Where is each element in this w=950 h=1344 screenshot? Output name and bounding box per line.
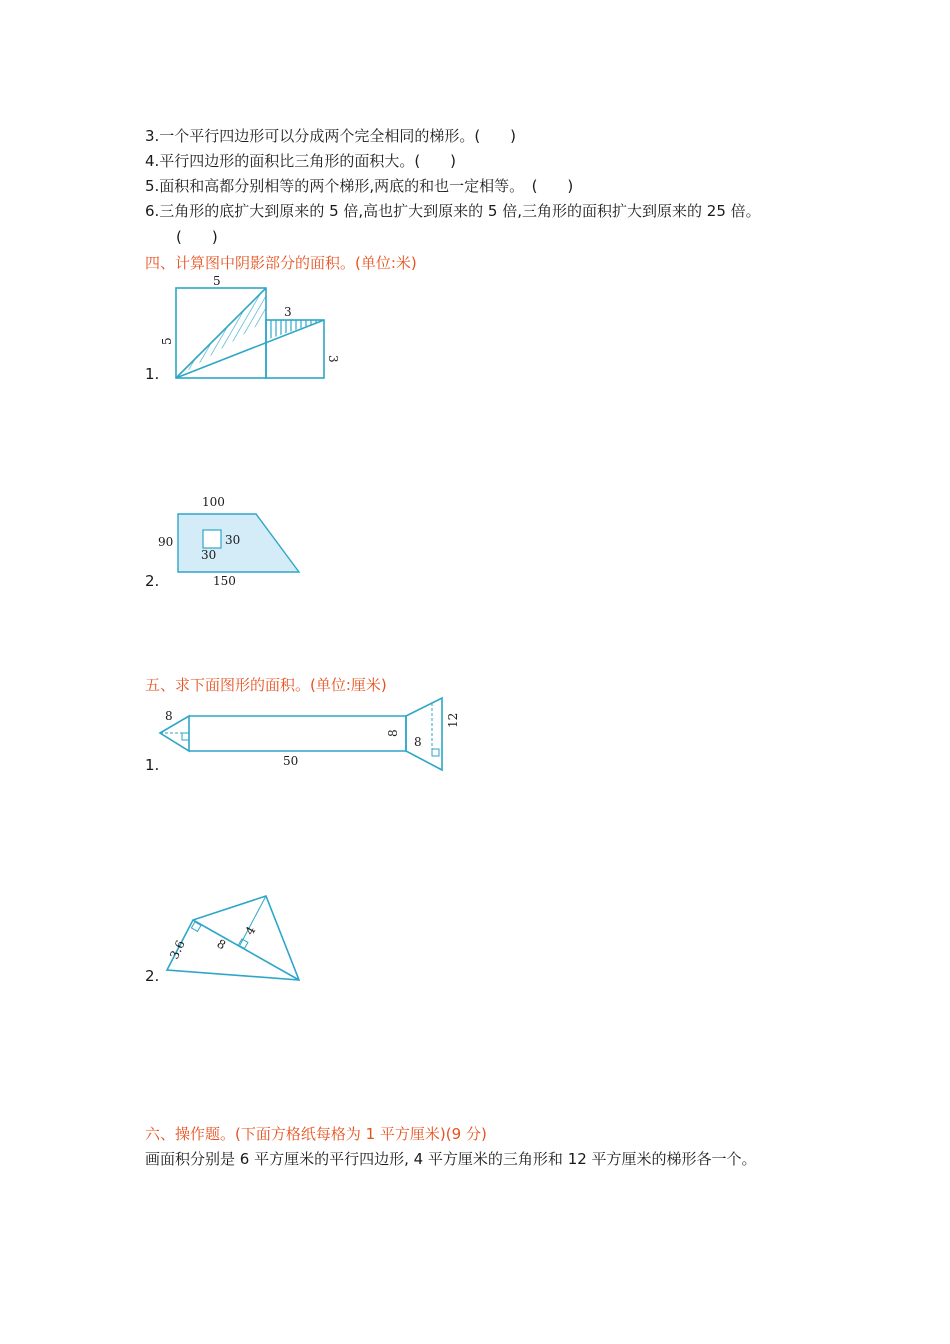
section-4-title: 四、计算图中阴影部分的面积。(单位:米) [145,254,417,272]
s4-fig2-label-square-side: 30 [225,533,241,547]
s5-fig1-label-right: 12 [446,712,460,728]
s5-fig2-label-height: 4 [242,923,259,938]
section-6-text: 画面积分别是 6 平方厘米的平行四边形, 4 平方厘米的三角形和 12 平方厘米的梯形各一个。 [145,1150,757,1168]
question-4: 4.平行四边形的面积比三角形的面积大。( ) [145,152,457,170]
question-3: 3.一个平行四边形可以分成两个完全相同的梯形。( ) [145,127,517,145]
s5-fig1-label-inner-height: 8 [386,729,400,737]
section-5-title: 五、求下面图形的面积。(单位:厘米) [145,676,387,694]
s4-fig1-label-right: 3 [326,355,340,363]
s4-fig1-number: 1. [145,365,160,383]
s4-fig2-label-bottom: 150 [213,574,236,588]
s5-fig1-label-left: 8 [165,709,173,723]
s5-fig2-label-base: 8 [214,936,229,953]
s4-fig2-number: 2. [145,572,160,590]
s5-fig1-label-base: 8 [414,735,422,749]
section-6-title: 六、操作题。(下面方格纸每格为 1 平方厘米)(9 分) [145,1125,487,1143]
s5-fig2-label-side: 3.6 [167,938,188,962]
s4-fig2-label-square-bottom: 30 [201,548,217,562]
s4-fig1-label-left: 5 [160,337,174,345]
s4-fig1-label-mid: 3 [284,305,292,319]
s5-fig1-number: 1. [145,756,160,774]
question-6: 6.三角形的底扩大到原来的 5 倍,高也扩大到原来的 5 倍,三角形的面积扩大到原来的 25 倍。 [145,202,761,220]
question-5: 5.面积和高都分别相等的两个梯形,两底的和也一定相等。 ( ) [145,177,574,195]
s4-fig2-label-top: 100 [202,495,225,509]
s5-fig2-shape [167,896,299,980]
s5-fig1-label-length: 50 [283,754,299,768]
s4-fig1-label-top: 5 [213,274,221,288]
s4-fig2-label-left: 90 [158,535,174,549]
s5-fig2-number: 2. [145,967,160,985]
s4-fig1-shape [176,288,324,378]
question-6-paren: ( ) [176,228,218,246]
